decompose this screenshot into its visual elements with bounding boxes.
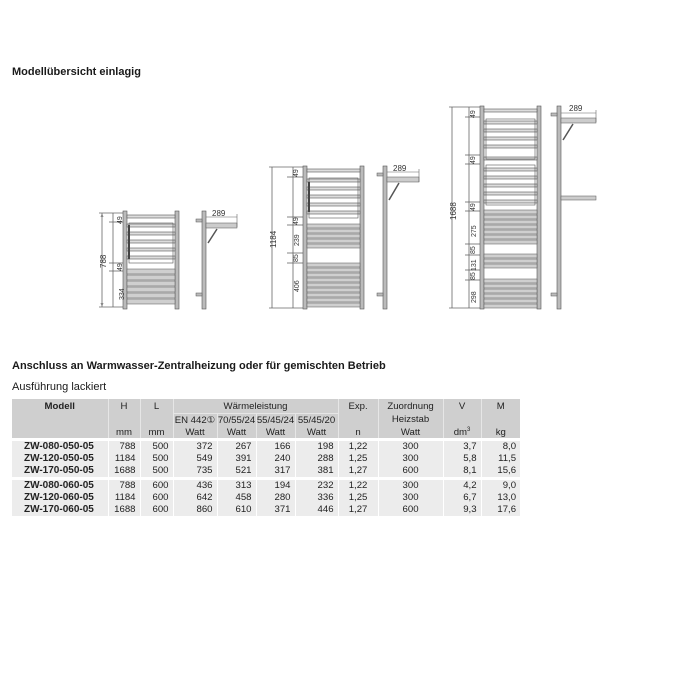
header-v: V [443, 399, 481, 414]
header-heizstab: Heizstab [378, 414, 443, 427]
header-modell: Modell [12, 399, 108, 414]
table-row: ZW-170-060-05 1688 600 860 610 371 446 1,27 600 9,3 17,6 [12, 504, 520, 516]
svg-text:289: 289 [393, 164, 407, 173]
unit-55-45-20: Watt [295, 426, 338, 440]
overview-title: Modellübersicht einlagig [12, 66, 141, 78]
svg-text:1688: 1688 [449, 202, 458, 220]
unit-h: mm [108, 426, 140, 440]
svg-text:406: 406 [294, 280, 301, 292]
unit-zuordnung: Watt [378, 426, 443, 440]
radiator-drawing-788 [95, 205, 245, 315]
table-row: ZW-080-050-05 788 500 372 267 166 198 1,22 300 3,7 8,0 [12, 440, 520, 454]
header-m: M [481, 399, 520, 414]
header-exp: Exp. [338, 399, 378, 414]
table-row: ZW-080-060-05 788 600 436 313 194 232 1,22 300 4,2 9,0 [12, 479, 520, 493]
header-waermeleistung: Wärmeleistung [173, 399, 338, 414]
svg-text:49: 49 [117, 216, 124, 224]
svg-text:49: 49 [470, 110, 477, 118]
header-55-45-24: 55/45/24 [256, 414, 295, 426]
radiator-drawing-1184 [265, 160, 425, 315]
svg-text:239: 239 [294, 234, 301, 246]
svg-text:49: 49 [470, 156, 477, 164]
radiator-drawing-1688 [445, 100, 605, 315]
header-zuordnung: Zuordnung [378, 399, 443, 414]
header-70-55-24: 70/55/24 [217, 414, 256, 426]
svg-text:289: 289 [212, 209, 226, 218]
unit-exp: n [338, 426, 378, 440]
spec-table [12, 399, 520, 516]
header-h: H [108, 399, 140, 414]
unit-en442: Watt [173, 426, 217, 440]
svg-text:85: 85 [470, 246, 477, 254]
table-row: ZW-170-050-05 1688 500 735 521 317 381 1,27 600 8,1 15,6 [12, 465, 520, 479]
unit-55-45-24: Watt [256, 426, 295, 440]
svg-text:49: 49 [117, 263, 124, 271]
unit-v: $dm^3$ [443, 426, 481, 440]
section-title: Anschluss an Warmwasser-Zentralheizung oder für gemischten Betrieb [12, 360, 386, 372]
svg-text:49: 49 [293, 217, 300, 225]
header-en442: EN 442① [174, 414, 216, 426]
unit-l: mm [140, 426, 173, 440]
table-row: ZW-120-050-05 1184 500 549 391 240 288 1,25 300 5,8 11,5 [12, 453, 520, 465]
dim-total-height: 788 [99, 254, 108, 268]
header-l: L [140, 399, 173, 414]
svg-text:85: 85 [293, 254, 300, 262]
unit-m: kg [481, 426, 520, 440]
svg-text:334: 334 [119, 288, 126, 300]
svg-text:1184: 1184 [269, 230, 278, 248]
svg-text:49: 49 [470, 203, 477, 211]
table-row: ZW-120-060-05 1184 600 642 458 280 336 1,25 300 6,7 13,0 [12, 492, 520, 504]
svg-text:49: 49 [293, 169, 300, 177]
section-subtitle: Ausführung lackiert [12, 381, 107, 393]
svg-text:275: 275 [471, 225, 478, 237]
svg-text:85: 85 [470, 272, 477, 280]
svg-text:289: 289 [569, 104, 583, 113]
svg-text:298: 298 [471, 291, 478, 303]
svg-text:131: 131 [471, 259, 478, 271]
unit-70-55-24: Watt [217, 426, 256, 440]
header-55-45-20: 55/45/20 [295, 414, 338, 427]
